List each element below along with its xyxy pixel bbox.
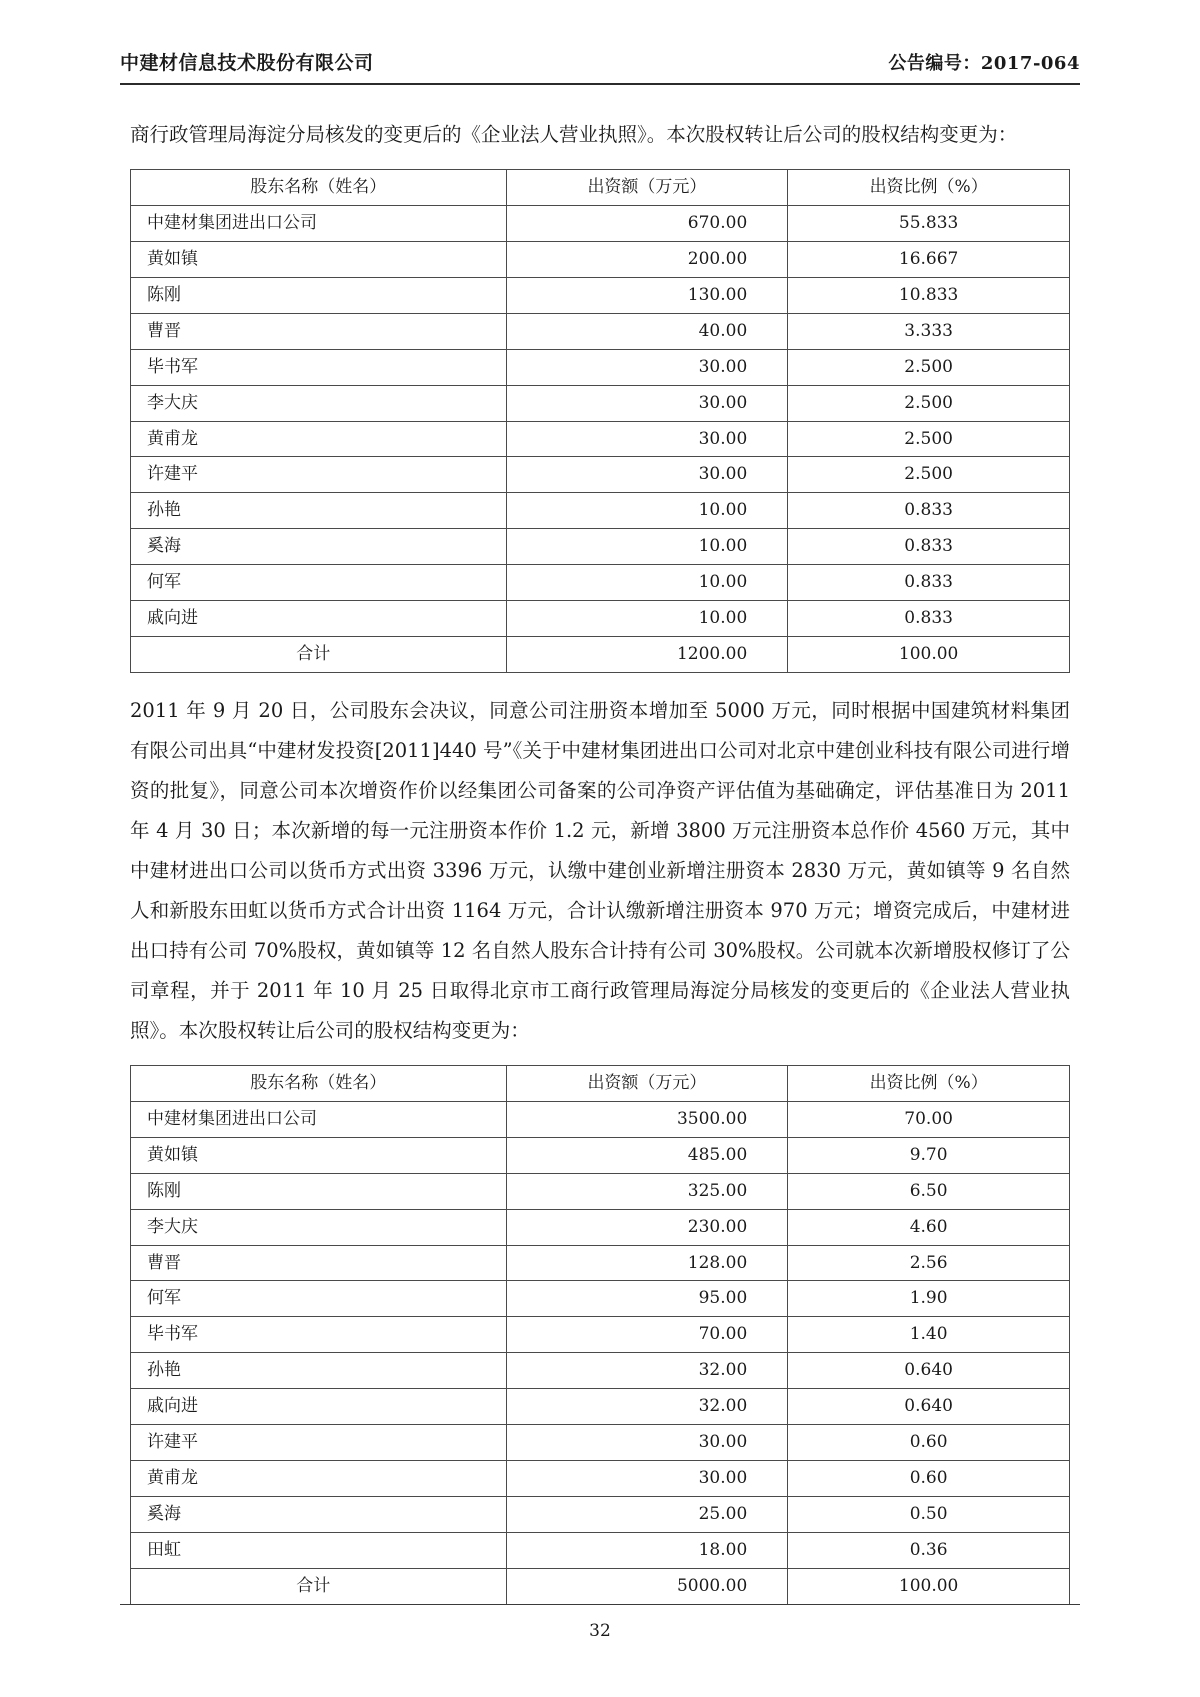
table-row <box>131 1317 1070 1353</box>
cell-amount: 128.00 <box>506 1245 788 1281</box>
cell-ratio: 1.90 <box>788 1281 1070 1317</box>
cell-ratio: 0.640 <box>788 1389 1070 1425</box>
spacer <box>130 673 1070 691</box>
cell-amount: 3500.00 <box>506 1101 788 1137</box>
cell-amount: 30.00 <box>506 385 788 421</box>
cell-ratio: 0.833 <box>788 493 1070 529</box>
footer-divider <box>120 1604 1080 1605</box>
table-row <box>131 565 1070 601</box>
cell-ratio: 2.500 <box>788 385 1070 421</box>
table-row <box>131 1209 1070 1245</box>
column-header-amount: 出资额（万元） <box>506 169 788 205</box>
cell-total-amount: 5000.00 <box>506 1568 788 1604</box>
cell-amount: 30.00 <box>506 1461 788 1497</box>
cell-ratio: 4.60 <box>788 1209 1070 1245</box>
cell-shareholder: 毕书军 <box>131 349 507 385</box>
cell-amount: 10.00 <box>506 493 788 529</box>
table-row <box>131 1497 1070 1533</box>
table-row <box>131 349 1070 385</box>
table-row <box>131 601 1070 637</box>
page-content <box>120 48 1080 1605</box>
cell-ratio: 0.833 <box>788 529 1070 565</box>
table-header-row <box>131 1065 1070 1101</box>
cell-amount: 30.00 <box>506 421 788 457</box>
cell-amount: 32.00 <box>506 1389 788 1425</box>
cell-amount: 130.00 <box>506 277 788 313</box>
cell-amount: 670.00 <box>506 205 788 241</box>
cell-shareholder: 戚向进 <box>131 601 507 637</box>
column-header-shareholder: 股东名称（姓名） <box>131 169 507 205</box>
cell-amount: 95.00 <box>506 1281 788 1317</box>
cell-shareholder: 陈刚 <box>131 277 507 313</box>
cell-amount: 18.00 <box>506 1533 788 1569</box>
table-row <box>131 205 1070 241</box>
table-row <box>131 457 1070 493</box>
header-announcement-number: 2017-064 <box>980 53 1080 74</box>
table-row <box>131 1173 1070 1209</box>
cell-shareholder: 黄甫龙 <box>131 421 507 457</box>
cell-total-ratio: 100.00 <box>788 637 1070 673</box>
document-header <box>120 48 1080 85</box>
cell-shareholder: 田虹 <box>131 1533 507 1569</box>
table-row <box>131 1137 1070 1173</box>
cell-shareholder: 何军 <box>131 565 507 601</box>
cell-ratio: 6.50 <box>788 1173 1070 1209</box>
cell-ratio: 2.500 <box>788 457 1070 493</box>
table-row <box>131 313 1070 349</box>
paragraph-top: 商行政管理局海淀分局核发的变更后的《企业法人营业执照》。本次股权转让后公司的股权结构变更为： <box>130 123 1018 146</box>
cell-amount: 70.00 <box>506 1317 788 1353</box>
cell-ratio: 1.40 <box>788 1317 1070 1353</box>
cell-total-amount: 1200.00 <box>506 637 788 673</box>
table-row <box>131 1245 1070 1281</box>
document-body <box>120 115 1080 1605</box>
cell-ratio: 0.60 <box>788 1425 1070 1461</box>
cell-amount: 485.00 <box>506 1137 788 1173</box>
cell-shareholder: 陈刚 <box>131 1173 507 1209</box>
cell-amount: 230.00 <box>506 1209 788 1245</box>
cell-shareholder: 许建平 <box>131 1425 507 1461</box>
cell-amount: 200.00 <box>506 241 788 277</box>
cell-shareholder: 中建材集团进出口公司 <box>131 205 507 241</box>
cell-shareholder: 奚海 <box>131 529 507 565</box>
table-row <box>131 421 1070 457</box>
cell-shareholder: 李大庆 <box>131 385 507 421</box>
cell-ratio: 10.833 <box>788 277 1070 313</box>
column-header-shareholder: 股东名称（姓名） <box>131 1065 507 1101</box>
table-row <box>131 277 1070 313</box>
cell-amount: 325.00 <box>506 1173 788 1209</box>
cell-ratio: 2.500 <box>788 349 1070 385</box>
cell-amount: 30.00 <box>506 1425 788 1461</box>
cell-amount: 25.00 <box>506 1497 788 1533</box>
table-row <box>131 1389 1070 1425</box>
cell-shareholder: 奚海 <box>131 1497 507 1533</box>
cell-ratio: 0.833 <box>788 601 1070 637</box>
cell-shareholder: 戚向进 <box>131 1389 507 1425</box>
cell-shareholder: 曹晋 <box>131 1245 507 1281</box>
cell-ratio: 0.833 <box>788 565 1070 601</box>
table-header-row <box>131 169 1070 205</box>
cell-amount: 30.00 <box>506 457 788 493</box>
cell-ratio: 16.667 <box>788 241 1070 277</box>
cell-shareholder: 孙艳 <box>131 493 507 529</box>
cell-shareholder: 孙艳 <box>131 1353 507 1389</box>
cell-total-label: 合计 <box>131 637 507 673</box>
cell-shareholder: 毕书军 <box>131 1317 507 1353</box>
cell-shareholder: 曹晋 <box>131 313 507 349</box>
cell-ratio: 2.56 <box>788 1245 1070 1281</box>
table-total-row <box>131 637 1070 673</box>
table-total-row <box>131 1568 1070 1604</box>
cell-shareholder: 黄甫龙 <box>131 1461 507 1497</box>
cell-shareholder: 黄如镇 <box>131 1137 507 1173</box>
cell-ratio: 3.333 <box>788 313 1070 349</box>
cell-total-label: 合计 <box>131 1568 507 1604</box>
column-header-ratio: 出资比例（%） <box>788 169 1070 205</box>
cell-ratio: 55.833 <box>788 205 1070 241</box>
cell-shareholder: 何军 <box>131 1281 507 1317</box>
cell-ratio: 9.70 <box>788 1137 1070 1173</box>
cell-ratio: 0.50 <box>788 1497 1070 1533</box>
paragraph-middle: 2011 年 9 月 20 日，公司股东会决议，同意公司注册资本增加至 5000 万元，同时根据中国建筑材料集团有限公司出具“中建材发投资[2011]440 号”《关于中建材集团进出口公司对北京中建创业科技有限公司进行增资的批复》，同意公司本次增资作价以经集团公司备案的公司净资产评估值为基础确定，评估基准日为 2011 年 4 月 30 日；本次新增的每一元注册资本作价 1.2 元，新增 3800 万元注册资本总作价 4560 万元，其中中建材进出口公司以货币方式出资 3396 万元，认缴中建创业新增注册资本 2830 万元，黄如镇等 9 名自然人和新股东田虹以货币方式合计出资 1164 万元，合计认缴新增注册资本 970 万元；增资完成后，中建材进出口持有公司 70%股权，黄如镇等 12 名自然人股东合计持有公司 30%股权。公司就本次新增股权修订了公司章程，并于 2011 年 10 月 25 日取得北京市工商行政管理局海淀分局核发的变更后的《企业法人营业执照》。本次股权转让后公司的股权结构变更为： <box>130 699 1070 1042</box>
table-row <box>131 493 1070 529</box>
column-header-amount: 出资额（万元） <box>506 1065 788 1101</box>
page-number: 32 <box>589 1621 611 1641</box>
table-row <box>131 1461 1070 1497</box>
cell-total-ratio: 100.00 <box>788 1568 1070 1604</box>
table-row <box>131 1353 1070 1389</box>
header-announcement <box>888 49 1080 75</box>
table-row <box>131 241 1070 277</box>
cell-shareholder: 中建材集团进出口公司 <box>131 1101 507 1137</box>
cell-amount: 10.00 <box>506 601 788 637</box>
header-announcement-label: 公告编号： <box>888 53 981 74</box>
cell-ratio: 70.00 <box>788 1101 1070 1137</box>
table-row <box>131 385 1070 421</box>
table-row <box>131 1425 1070 1461</box>
column-header-ratio: 出资比例（%） <box>788 1065 1070 1101</box>
cell-amount: 10.00 <box>506 565 788 601</box>
cell-shareholder: 许建平 <box>131 457 507 493</box>
cell-amount: 40.00 <box>506 313 788 349</box>
cell-amount: 10.00 <box>506 529 788 565</box>
shareholder-table-2 <box>130 1065 1070 1605</box>
cell-amount: 32.00 <box>506 1353 788 1389</box>
cell-shareholder: 黄如镇 <box>131 241 507 277</box>
cell-ratio: 2.500 <box>788 421 1070 457</box>
table-row <box>131 1101 1070 1137</box>
cell-ratio: 0.640 <box>788 1353 1070 1389</box>
cell-amount: 30.00 <box>506 349 788 385</box>
cell-shareholder: 李大庆 <box>131 1209 507 1245</box>
header-company-name: 中建材信息技术股份有限公司 <box>120 52 374 74</box>
shareholder-table-1 <box>130 169 1070 673</box>
table-row <box>131 529 1070 565</box>
cell-ratio: 0.36 <box>788 1533 1070 1569</box>
table-row <box>131 1533 1070 1569</box>
table-row <box>131 1281 1070 1317</box>
cell-ratio: 0.60 <box>788 1461 1070 1497</box>
